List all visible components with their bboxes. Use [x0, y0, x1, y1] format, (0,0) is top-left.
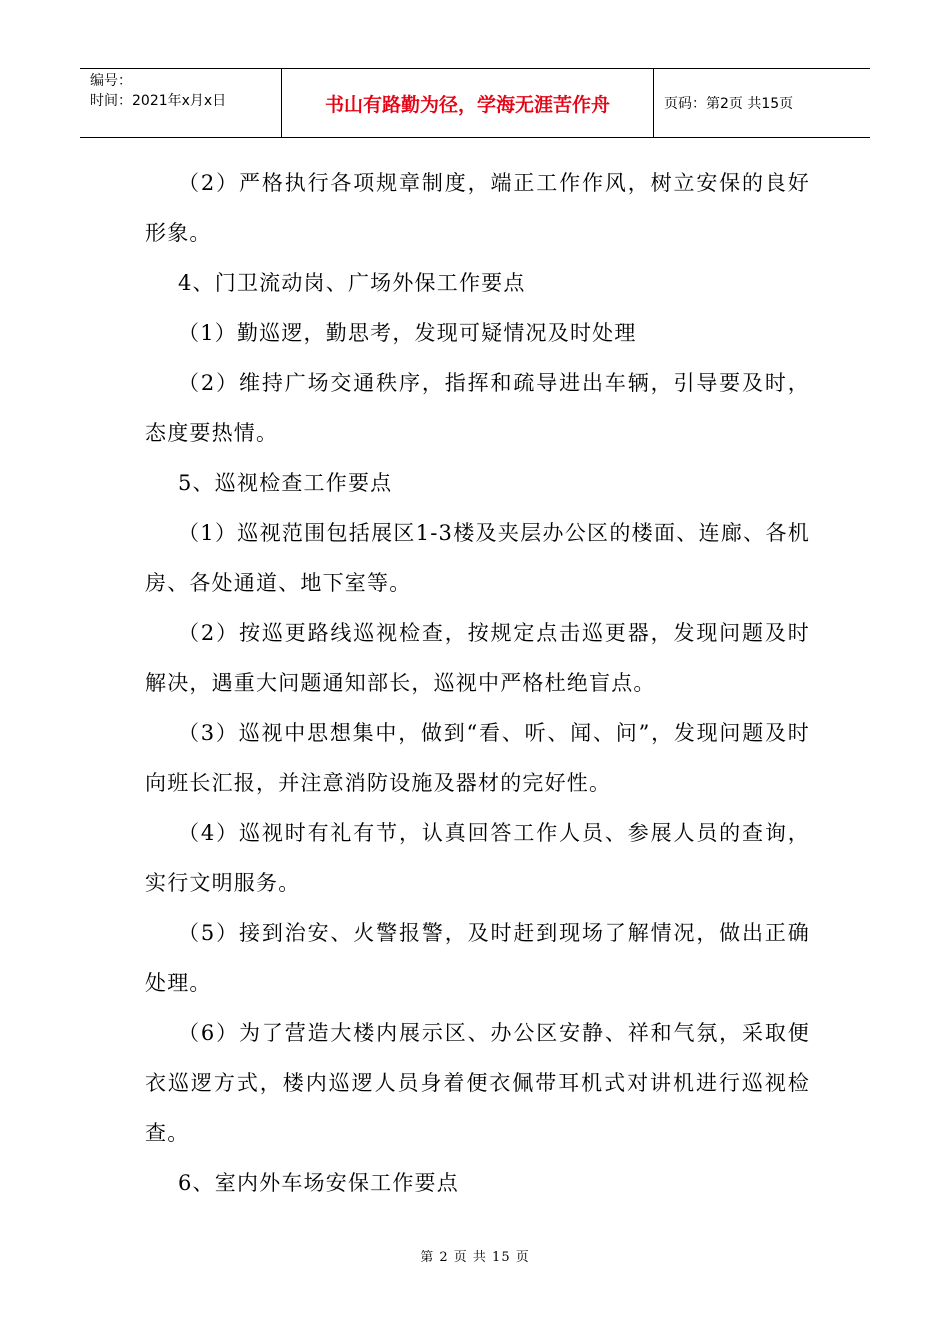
page-footer: 第 2 页 共 15 页	[420, 1250, 530, 1265]
header-page-info: 页码：第2页 共15页	[664, 96, 794, 112]
paragraph: （4）巡视时有礼有节，认真回答工作人员、参展人员的查询，实行文明服务。	[145, 821, 810, 895]
paragraph: （2）严格执行各项规章制度，端正工作作风，树立安保的良好形象。	[145, 171, 810, 245]
page-header	[80, 68, 870, 138]
paragraph: （3）巡视中思想集中，做到“看、听、闻、问”，发现问题及时向班长汇报，并注意消防设施及器材的完好性。	[145, 721, 810, 795]
document-number-label: 编号：	[90, 73, 132, 89]
paragraph: （1）巡视范围包括展区1-3楼及夹层办公区的楼面、连廊、各机房、各处通道、地下室等。	[145, 521, 810, 595]
paragraph: （1）勤巡逻，勤思考，发现可疑情况及时处理	[178, 321, 637, 345]
header-motto: 书山有路勤为径，学海无涯苦作舟	[282, 69, 654, 137]
document-body	[145, 158, 810, 1208]
paragraph: （2）按巡更路线巡视检查，按规定点击巡更器，发现问题及时解决，遇重大问题通知部长，巡视中严格杜绝盲点。	[145, 621, 810, 695]
header-left-cell	[80, 69, 282, 137]
paragraph: （5）接到治安、火警报警，及时赶到现场了解情况，做出正确处理。	[145, 921, 810, 995]
document-time-label: 时间：2021年x月x日	[90, 93, 227, 109]
section-heading: 4、门卫流动岗、广场外保工作要点	[178, 271, 526, 295]
section-heading: 5、巡视检查工作要点	[178, 471, 393, 495]
paragraph: （2）维持广场交通秩序，指挥和疏导进出车辆，引导要及时，态度要热情。	[145, 371, 810, 445]
section-heading: 6、室内外车场安保工作要点	[178, 1171, 459, 1195]
paragraph: （6）为了营造大楼内展示区、办公区安静、祥和气氛，采取便衣巡逻方式，楼内巡逻人员身着便衣佩带耳机式对讲机进行巡视检查。	[145, 1021, 810, 1145]
